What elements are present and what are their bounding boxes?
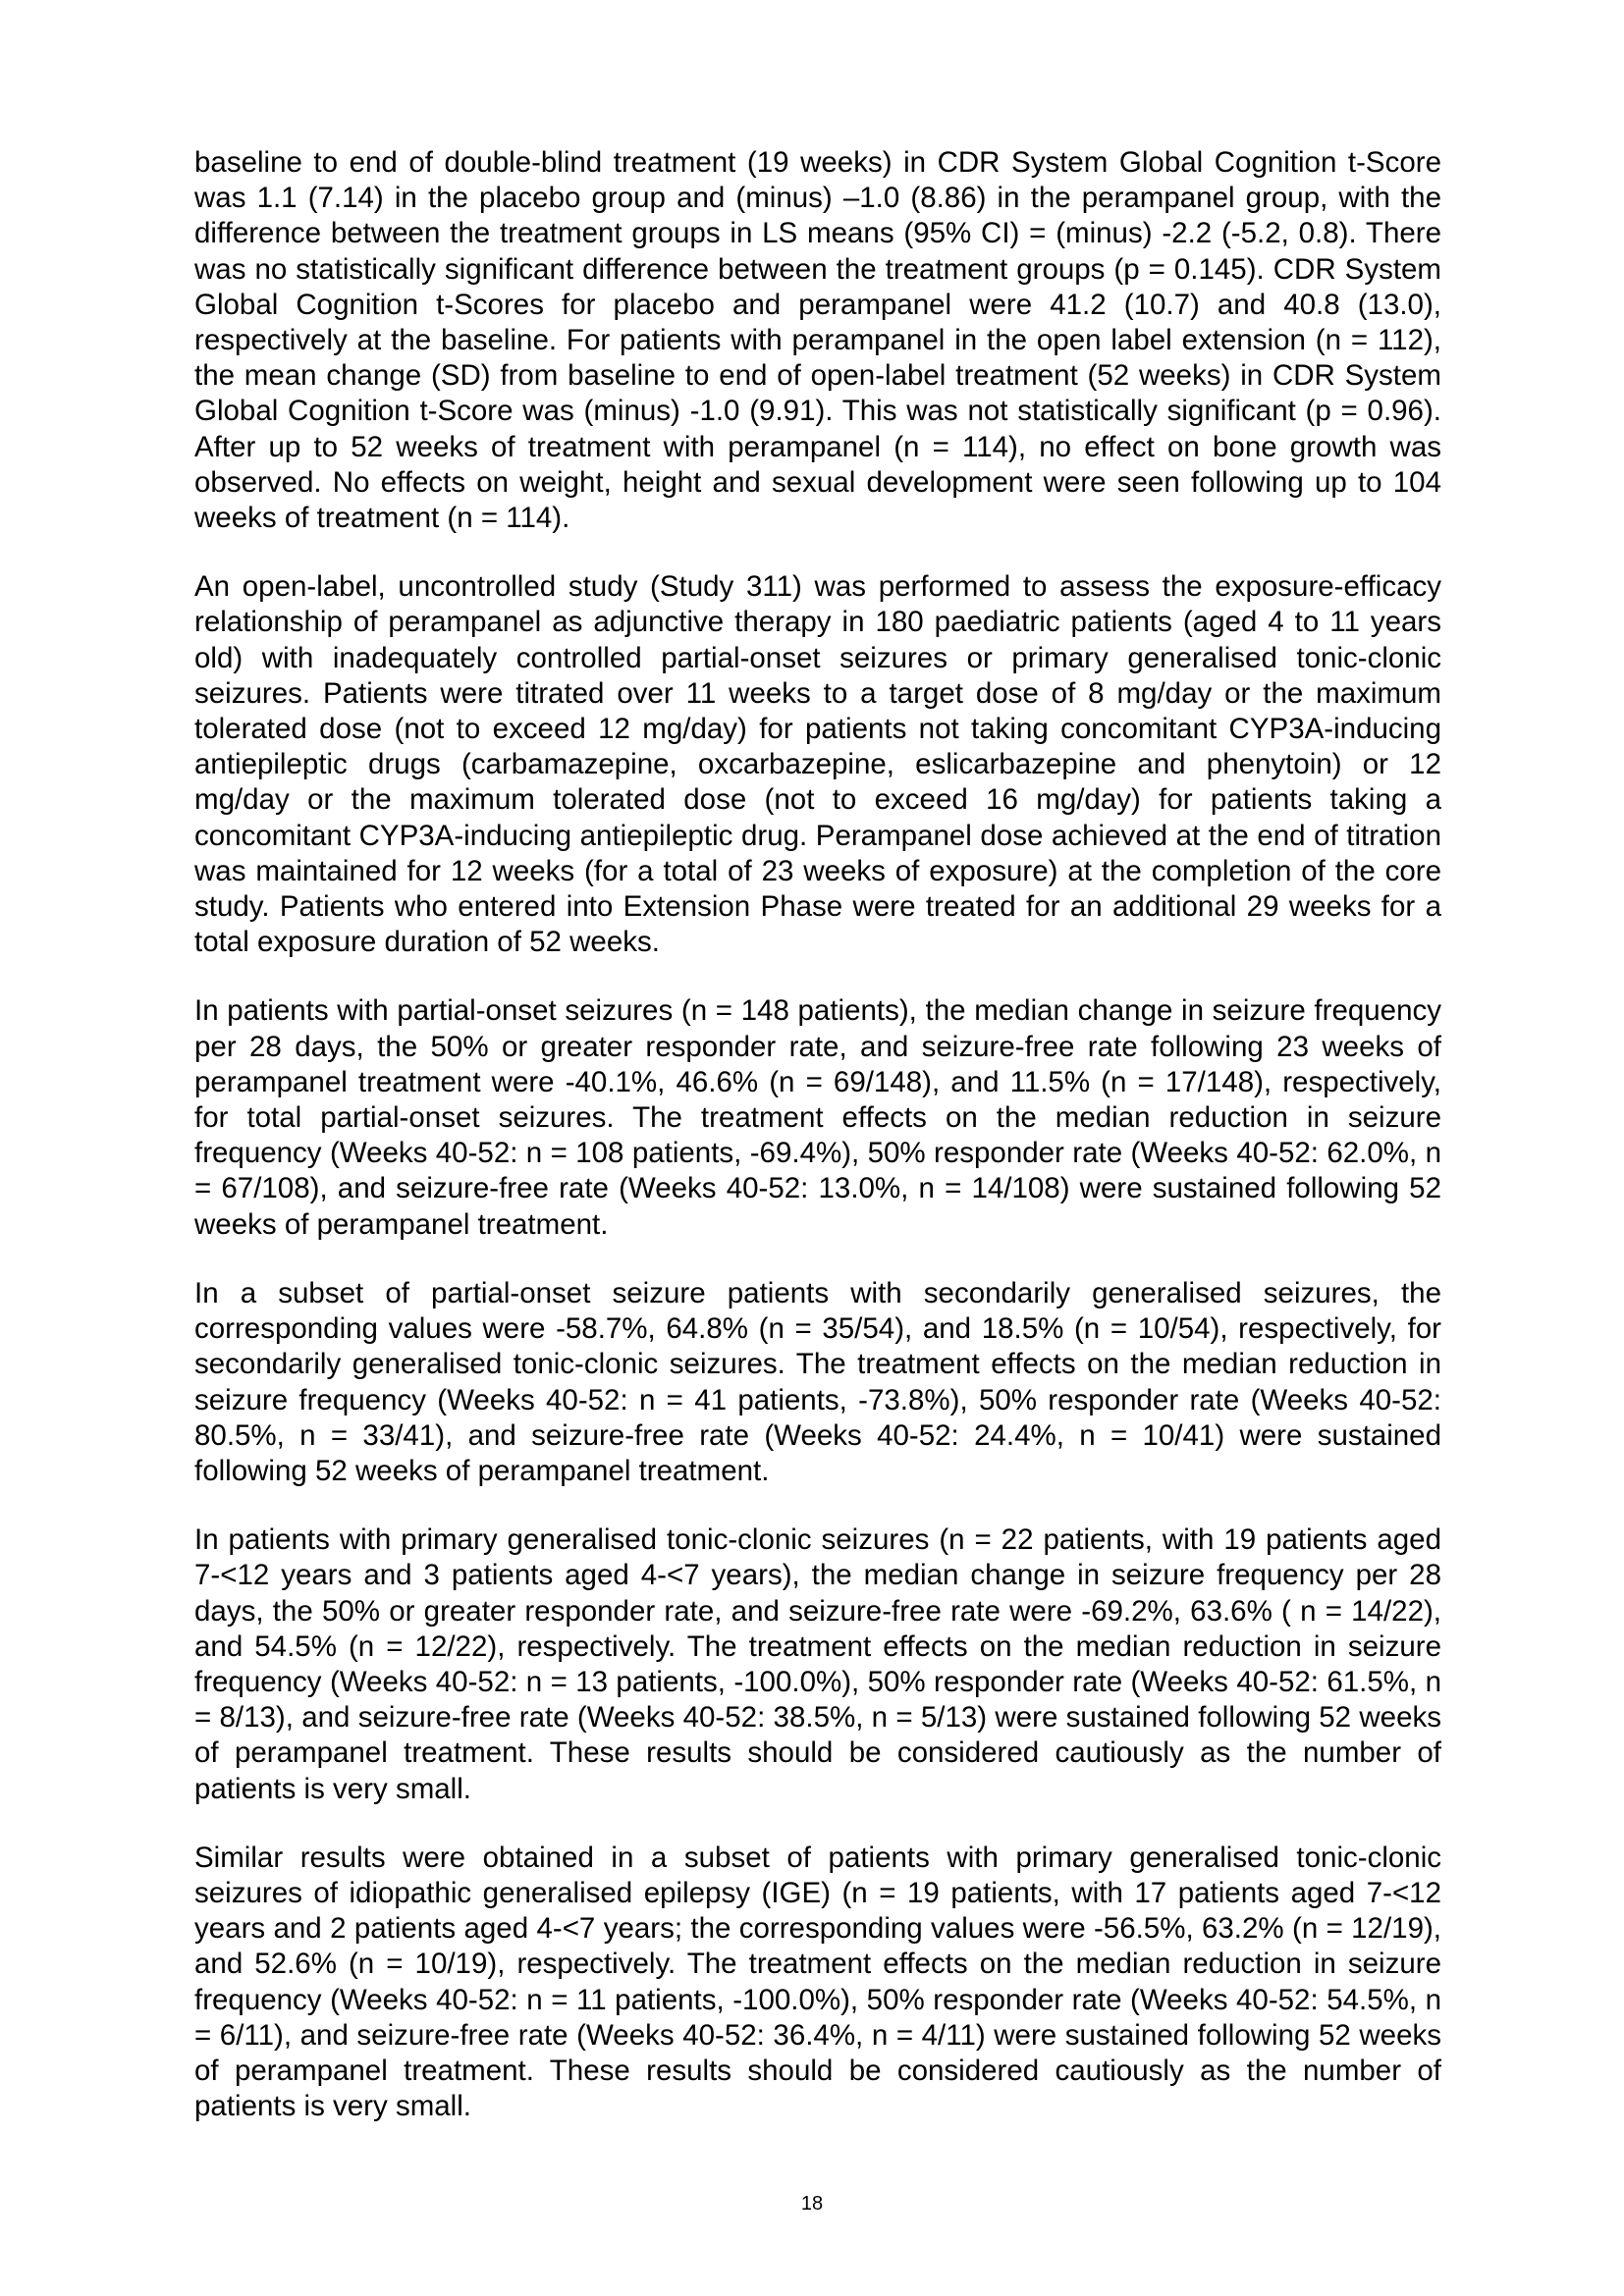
body-text [194, 145, 1441, 2158]
paragraph-study-311-design: An open-label, uncontrolled study (Study 311) was performed to assess the exposure-efficacy relationship of perampanel as adjunctive therapy in 180 paediatric patients (aged 4 to 11 years old) with inadequately controlled partial-onset seizures or primary generalised tonic-clonic seizures. Patients were titrated over 11 weeks to a target dose of 8 mg/day or the maximum tolerated dose (not to exceed 12 mg/day) for patients not taking concomitant CYP3A-inducing antiepileptic drugs (carbamazepine, oxcarbazepine, eslicarbazepine and phenytoin) or 12 mg/day or the maximum tolerated dose (not to exceed 16 mg/day) for patients taking a concomitant CYP3A-inducing antiepileptic drug. Perampanel dose achieved at the end of titration was maintained for 12 weeks (for a total of 23 weeks of exposure) at the completion of the core study. Patients who entered into Extension Phase were treated for an additional 29 weeks for a total exposure duration of 52 weeks. [194, 570, 1441, 959]
page-number: 18 [800, 2193, 824, 2215]
paragraph-pgtcs-results: In patients with primary generalised tonic-clonic seizures (n = 22 patients, with 19 patients aged 7-<12 years and 3 patients aged 4-<7 years), the median change in seizure frequency per 28 days, the 50% or greater responder rate, and seizure-free rate were -69.2%, 63.6% ( n = 14/22), and 54.5% (n = 12/22), respectively. The treatment effects on the median reduction in seizure frequency (Weeks 40-52: n = 13 patients, -100.0%), 50% responder rate (Weeks 40-52: 61.5%, n = 8/13), and seizure-free rate (Weeks 40-52: 38.5%, n = 5/13) were sustained following 52 weeks of perampanel treatment. These results should be considered cautiously as the number of patients is very small. [194, 1523, 1441, 1805]
paragraph-secondarily-generalised-results: In a subset of partial-onset seizure patients with secondarily generalised seizures, the corresponding values were -58.7%, 64.8% (n = 35/54), and 18.5% (n = 10/54), respectively, for secondarily generalised tonic-clonic seizures. The treatment effects on the median reduction in seizure frequency (Weeks 40-52: n = 41 patients, -73.8%), 50% responder rate (Weeks 40-52: 80.5%, n = 33/41), and seizure-free rate (Weeks 40-52: 24.4%, n = 10/41) were sustained following 52 weeks of perampanel treatment. [194, 1276, 1441, 1487]
paragraph-cognition-results: baseline to end of double-blind treatment (19 weeks) in CDR System Global Cognition t-Score was 1.1 (7.14) in the placebo group and (minus) –1.0 (8.86) in the perampanel group, with the difference between the treatment groups in LS means (95% CI) = (minus) -2.2 (-5.2, 0.8). There was no statistically significant difference between the treatment groups (p = 0.145). CDR System Global Cognition t-Scores for placebo and perampanel were 41.2 (10.7) and 40.8 (13.0), respectively at the baseline. For patients with perampanel in the open label extension (n = 112), the mean change (SD) from baseline to end of open-label treatment (52 weeks) in CDR System Global Cognition t-Score was (minus) -1.0 (9.91). This was not statistically significant (p = 0.96). After up to 52 weeks of treatment with perampanel (n = 114), no effect on bone growth was observed. No effects on weight, height and sexual development were seen following up to 104 weeks of treatment (n = 114). [194, 146, 1441, 535]
paragraph-ige-results: Similar results were obtained in a subset of patients with primary generalised tonic-clonic seizures of idiopathic generalised epilepsy (IGE) (n = 19 patients, with 17 patients aged 7-<12 years and 2 patients aged 4-<7 years; the corresponding values were -56.5%, 63.2% (n = 12/19), and 52.6% (n = 10/19), respectively. The treatment effects on the median reduction in seizure frequency (Weeks 40-52: n = 11 patients, -100.0%), 50% responder rate (Weeks 40-52: 54.5%, n = 6/11), and seizure-free rate (Weeks 40-52: 36.4%, n = 4/11) were sustained following 52 weeks of perampanel treatment. These results should be considered cautiously as the number of patients is very small. [194, 1841, 1441, 2123]
paragraph-partial-onset-results: In patients with partial-onset seizures (n = 148 patients), the median change in seizure frequency per 28 days, the 50% or greater responder rate, and seizure-free rate following 23 weeks of perampanel treatment were -40.1%, 46.6% (n = 69/148), and 11.5% (n = 17/148), respectively, for total partial-onset seizures. The treatment effects on the median reduction in seizure frequency (Weeks 40-52: n = 108 patients, -69.4%), 50% responder rate (Weeks 40-52: 62.0%, n = 67/108), and seizure-free rate (Weeks 40-52: 13.0%, n = 14/108) were sustained following 52 weeks of perampanel treatment. [194, 994, 1441, 1241]
